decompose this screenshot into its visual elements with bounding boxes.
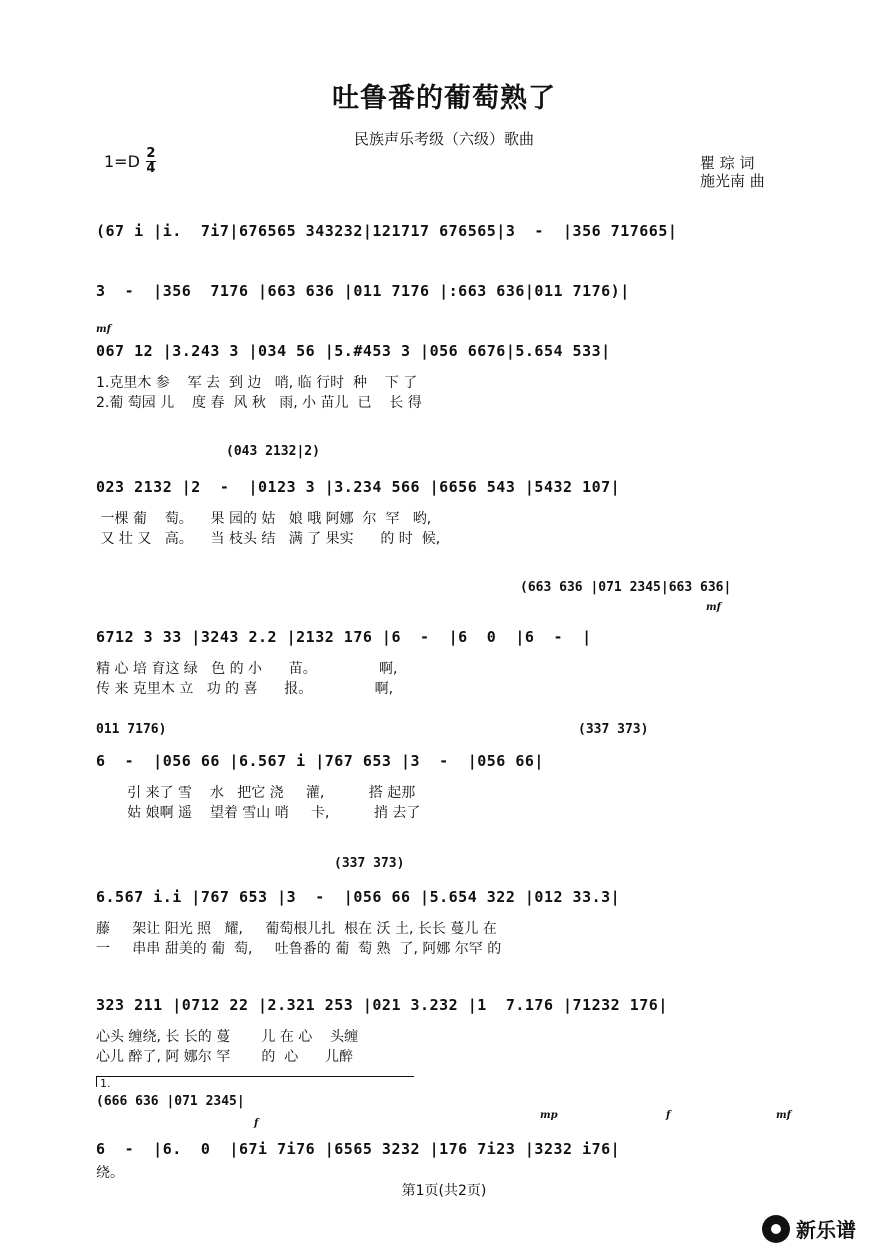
time-signature	[146, 148, 156, 175]
page-number: 第1页(共2页)	[401, 1183, 487, 1199]
lyric-line-5b: 传 来 克里木 立 功 的 喜 报。 啊,	[96, 681, 394, 697]
dynamic-mf: mf	[96, 324, 111, 335]
meter-top: 2	[146, 146, 156, 161]
ornament-notes-7: (337 373)	[334, 856, 405, 871]
lyric-line-6a: 引 来了 雪 水 把它 浇 灌, 搭 起那	[96, 785, 416, 801]
dynamic-f-2: f	[666, 1110, 671, 1121]
page-subtitle: 民族声乐考级（六级）歌曲	[353, 130, 534, 148]
lyricist: 瞿 琮 词	[700, 154, 755, 172]
score-line-8: 323 211 |0712 22 |2.321 253 |021 3.232 |1 7.176 |71232 176|	[96, 996, 668, 1014]
lyric-line-4a: 一棵 葡 萄。 果 园的 姑 娘 哦 阿娜 尔 罕 哟,	[96, 511, 432, 527]
site-logo	[762, 1214, 856, 1243]
score-line-1: (67 i |i. 7i7|676565 343232|121717 676565|3 - |356 717665|	[96, 222, 678, 240]
dynamic-mf-3: mf	[776, 1110, 791, 1121]
credits	[700, 154, 765, 190]
lyric-line-3a: 1.克里木 参 军 去 到 边 哨, 临 行时 种 下 了	[96, 375, 418, 391]
score-line-5: 6712 3 33 |3243 2.2 |2132 176 |6 - |6 0 |6 - |	[96, 628, 592, 646]
dynamic-mp: mp	[540, 1110, 558, 1121]
lyric-line-8a: 心头 缠绕, 长 长的 蔓 儿 在 心 头缠	[96, 1029, 359, 1045]
lyric-line-9a: 绕。	[96, 1165, 124, 1181]
lyric-line-7b: 一 串串 甜美的 葡 萄, 吐鲁番的 葡 萄 熟 了, 阿娜 尔罕 的	[96, 941, 502, 957]
score-line-7: 6.567 i.i |767 653 |3 - |056 66 |5.654 322 |012 33.3|	[96, 888, 621, 906]
score-line-2: 3 - |356 7176 |663 636 |011 7176 |:663 636|011 7176)|	[96, 282, 630, 300]
page-title: 吐鲁番的葡萄熟了	[332, 83, 556, 114]
score-line-9: 6 - |6. 0 |67i 7i76 |6565 3232 |176 7i23 |3232 i76|	[96, 1140, 621, 1158]
interlude-notes-6: 011 7176)	[96, 722, 167, 737]
score-line-3: 067 12 |3.243 3 |034 56 |5.#453 3 |056 6676|5.654 533|	[96, 342, 611, 360]
vinyl-icon	[762, 1215, 790, 1243]
dynamic-f: f	[254, 1118, 259, 1129]
score-line-4: 023 2132 |2 - |0123 3 |3.234 566 |6656 543 |5432 107|	[96, 478, 621, 496]
volta-bracket-1: 1.	[96, 1076, 414, 1087]
lyric-line-5a: 精 心 培 育这 绿 色 的 小 苗。 啊,	[96, 661, 398, 677]
interlude-notes-9: (666 636 |071 2345|	[96, 1094, 245, 1109]
interlude-notes-5: (663 636 |071 2345|663 636|	[520, 580, 732, 595]
lyric-line-4b: 又 壮 又 高。 当 枝头 结 满 了 果实 的 时 候,	[96, 531, 441, 547]
key-label: 1=D	[104, 152, 140, 171]
ornament-notes-6: (337 373)	[578, 722, 649, 737]
key-signature	[104, 148, 156, 175]
composer: 施光南 曲	[700, 172, 765, 190]
lyric-line-3b: 2.葡 萄园 儿 度 春 风 秋 雨, 小 苗儿 已 长 得	[96, 395, 422, 411]
dynamic-mf-2: mf	[706, 602, 721, 613]
logo-text: 新乐谱	[796, 1218, 856, 1242]
meter-bottom: 4	[146, 161, 156, 176]
lyric-line-6b: 姑 娘啊 遥 望着 雪山 哨 卡, 捎 去了	[96, 805, 421, 821]
lyric-line-8b: 心儿 醉了, 阿 娜尔 罕 的 心 儿醉	[96, 1049, 354, 1065]
lyric-line-7a: 藤 架让 阳光 照 耀, 葡萄根儿扎 根在 沃 土, 长长 蔓儿 在	[96, 921, 497, 937]
interlude-notes-4: (043 2132|2)	[226, 444, 320, 459]
score-line-6: 6 - |056 66 |6.567 i |767 653 |3 - |056 66|	[96, 752, 544, 770]
